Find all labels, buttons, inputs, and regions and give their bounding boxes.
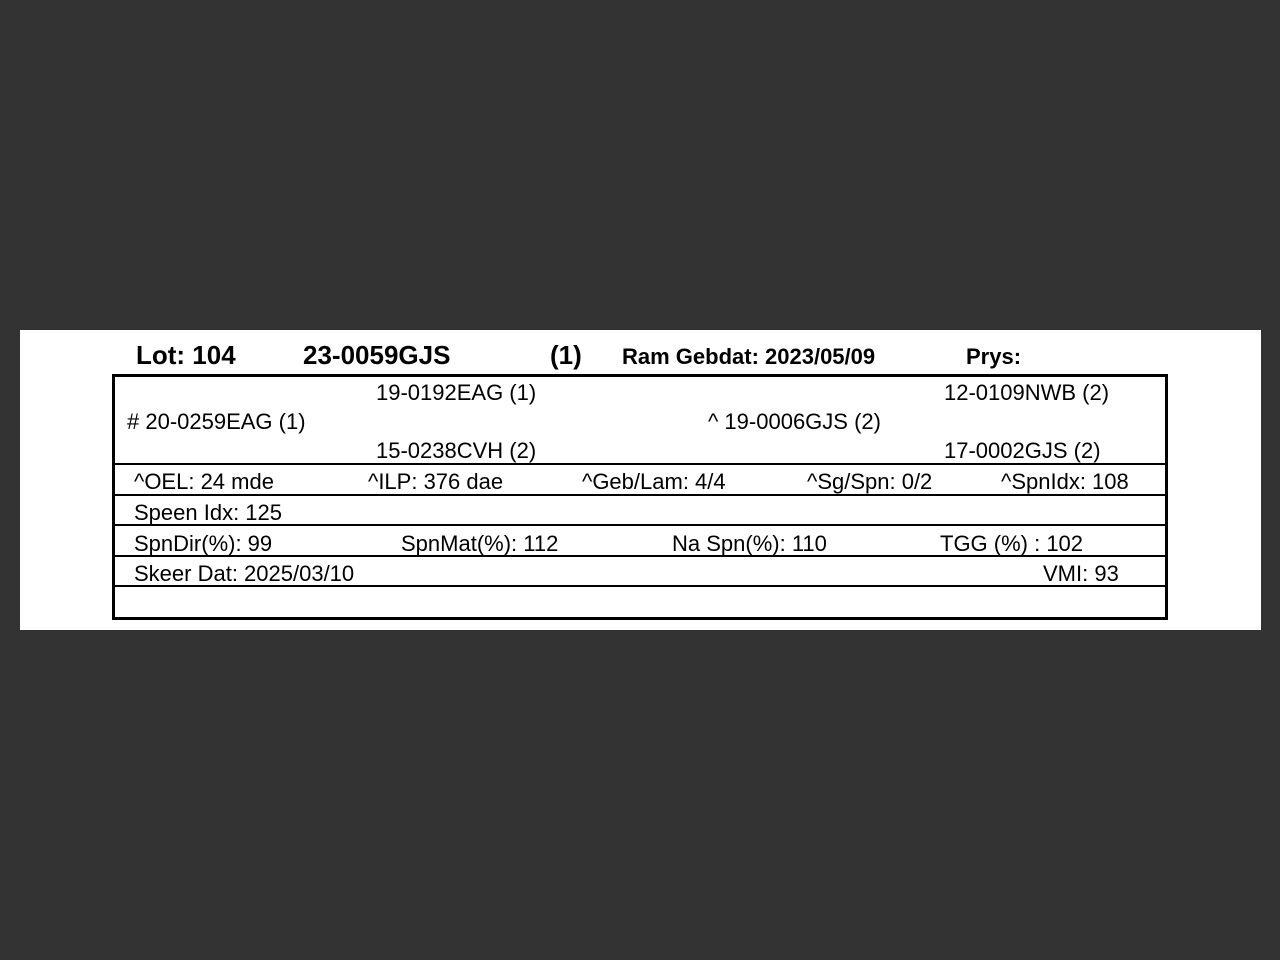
lot-number: Lot: 104 — [136, 340, 236, 370]
skeer-date: Skeer Dat: 2025/03/10 — [134, 561, 355, 586]
na-spn-value: Na Spn(%): 110 — [672, 531, 827, 556]
vmi-value: VMI: 93 — [1043, 561, 1119, 586]
divider — [115, 524, 1165, 526]
tgg-value: TGG (%) : 102 — [940, 531, 1084, 556]
divider — [115, 463, 1165, 465]
animal-id: 23-0059GJS — [303, 340, 451, 370]
spnidx-value: ^SpnIdx: 108 — [1001, 469, 1129, 494]
dam: ^ 19-0006GJS (2) — [708, 409, 881, 434]
speen-idx-value: Speen Idx: 125 — [134, 500, 283, 525]
divider — [115, 555, 1165, 557]
sire: # 20-0259EAG (1) — [127, 409, 306, 434]
dam-sire: 12-0109NWB (2) — [944, 380, 1110, 405]
birth-date: Ram Gebdat: 2023/05/09 — [622, 344, 876, 369]
sg-spn-value: ^Sg/Spn: 0/2 — [807, 469, 933, 494]
details-table — [112, 374, 1168, 620]
oel-value: ^OEL: 24 mde — [134, 469, 274, 494]
geb-lam-value: ^Geb/Lam: 4/4 — [582, 469, 726, 494]
divider — [115, 494, 1165, 496]
sire-sire: 19-0192EAG (1) — [376, 380, 537, 405]
sale-sheet — [20, 330, 1261, 630]
price-label: Prys: — [966, 344, 1022, 369]
spndir-value: SpnDir(%): 99 — [134, 531, 273, 556]
ilp-value: ^ILP: 376 dae — [368, 469, 504, 494]
sire-dam: 15-0238CVH (2) — [376, 438, 537, 463]
dam-dam: 17-0002GJS (2) — [944, 438, 1101, 463]
spnmat-value: SpnMat(%): 112 — [401, 531, 559, 556]
animal-count: (1) — [550, 340, 582, 370]
divider — [115, 585, 1165, 587]
